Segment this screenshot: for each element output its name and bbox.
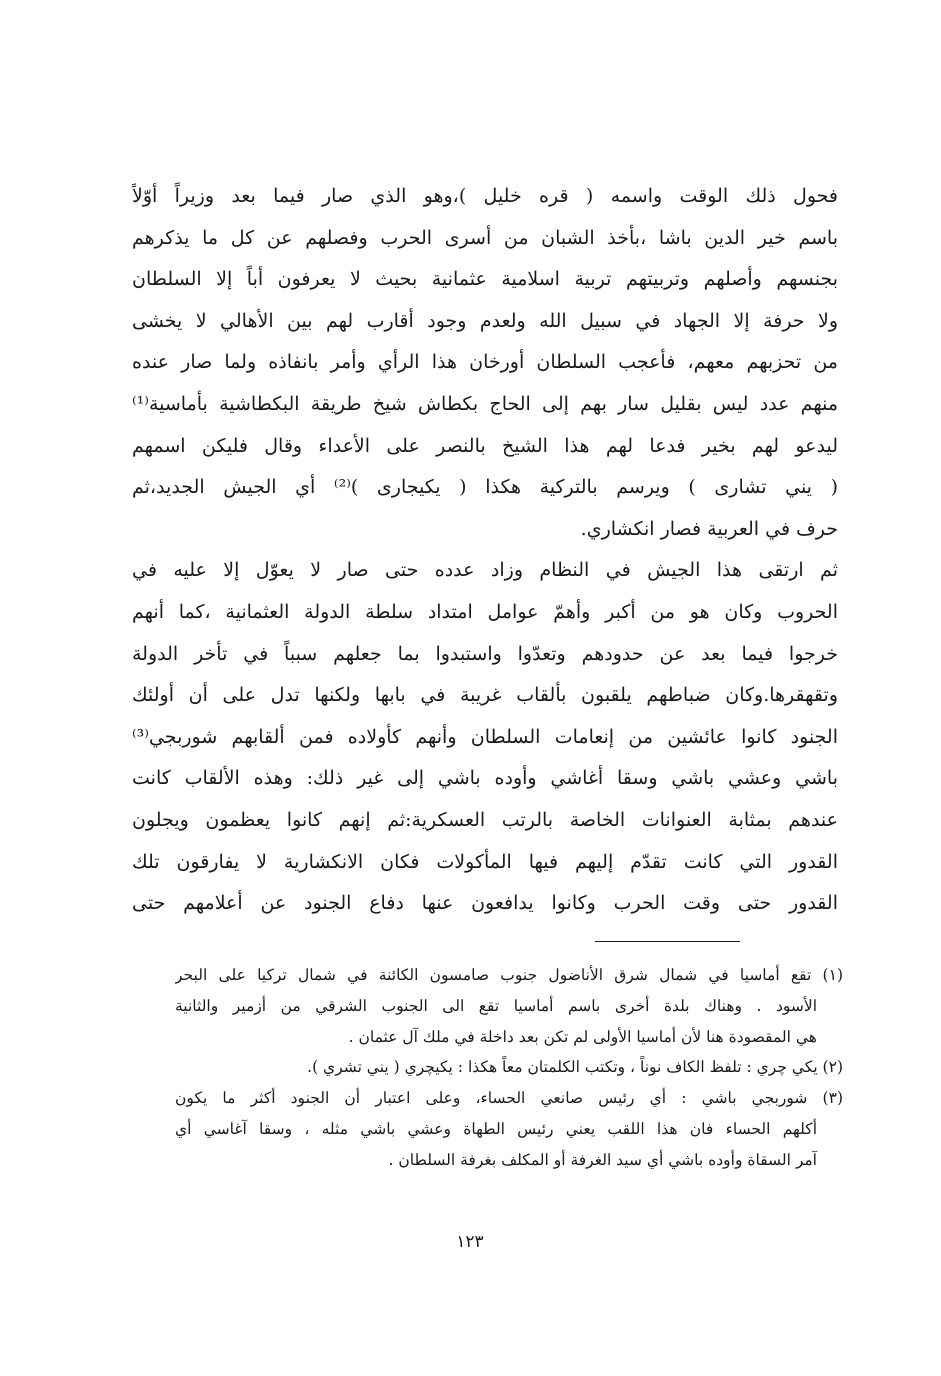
text-line: الحروب وكان هو من أكبر وأهمّ عوامل امتداد سلطة الدولة العثمانية ،كما أنهم: [132, 600, 838, 623]
footnote-line: أكلهم الحساء فان هذا اللقب يعني رئيس الطهاة وعشي باشي مثله ، وسقا آغاسي أي: [175, 1119, 817, 1138]
main-text: [132, 176, 838, 925]
text-line: من تحزبهم معهم، فأعجب السلطان أورخان هذا الرأي وأمر بانفاذه ولما صار عنده: [132, 351, 838, 374]
footnote-separator: [595, 941, 740, 942]
text-line: باسم خير الدين باشا ،بأخذ الشبان من أسرى الحرب وفصلهم عن كل ما يذكرهم: [132, 226, 838, 249]
text-line: حرف في العربية فصار انكشاري.: [580, 517, 838, 540]
footnote-line: (٣) شوربجي باشي : أي رئيس صانعي الحساء، وعلى اعتبار أن الجنود أكثر ما يكون: [175, 1089, 843, 1108]
text-line: فحول ذلك الوقت واسمه ( قره خليل )،وهو الذي صار فيما بعد وزيراً أوّلاً: [132, 185, 838, 207]
footnote-line: الأسود . وهناك بلدة أخرى باسم أماسيا تقع الى الجنوب الشرقي من أزمير والثانية: [175, 996, 817, 1015]
footnote-line: (٢) يكي چري : تلفظ الكاف نوناً ، وتكتب الكلمتان معاً هكذا : يكيچري ( يني تشري ).: [307, 1058, 843, 1077]
page-number: ١٢٣: [456, 1232, 484, 1252]
footnote-line: (١) تقع أماسيا في شمال شرق الأناضول جنوب صامسون الكائنة في شمال تركيا على البحر: [175, 966, 843, 984]
text-line: باشي وعشي باشي وسقا أغاشي وأوده باشي إلى غير ذلك: وهذه الألقاب كانت: [132, 767, 838, 790]
text-line: ( يني تشارى ) ويرسم بالتركية هكذا ( يكيجارى )⁽²⁾ أي الجيش الجديد،ثم: [132, 476, 838, 499]
text-line: عندهم بمثابة العنوانات الخاصة بالرتب العسكرية:ثم إنهم كانوا يعظمون ويجلون: [132, 808, 838, 831]
text-line: منهم عدد ليس بقليل سار بهم إلى الحاج بكطاش شيخ طريقة البكطاشية بأماسية⁽¹⁾: [132, 392, 838, 415]
footnote-line: هي المقصودة هنا لأن أماسيا الأولى لم تكن بعد داخلة في ملك آل عثمان .: [348, 1027, 817, 1046]
text-line: القدور حتى وقت الحرب وكانوا يدافعون عنها دفاع الجنود عن أعلامهم حتى: [132, 892, 838, 915]
text-line: خرجوا فيما بعد عن حدودهم وتعدّوا واستبدوا بما جعلهم سبباً في تأخر الدولة: [132, 642, 838, 665]
text-line: ولا حرفة إلا الجهاد في سبيل الله ولعدم وجود أقارب لهم بين الأهالي لا يخشى: [132, 309, 838, 332]
text-line: الجنود كانوا عائشين من إنعامات السلطان وأنهم كأولاده فمن ألقابهم شوربجي⁽³⁾: [132, 725, 838, 748]
text-line: وتقهقرها.وكان ضباطهم يلقبون بألقاب غريبة في بابها ولكنها تدل على أن أولئك: [132, 684, 838, 707]
text-line: ليدعو لهم بخير فدعا لهم هذا الشيخ بالنصر على الأعداء وقال فليكن اسمهم: [132, 434, 838, 457]
footnotes: [175, 960, 843, 1176]
footnote-line: آمر السقاة وأوده باشي أي سيد الغرفة أو المكلف بغرفة السلطان .: [388, 1150, 817, 1169]
text-line: بجنسهم وأصلهم وتربيتهم تربية اسلامية عثمانية بحيث لا يعرفون أباً إلا السلطان: [132, 268, 838, 291]
text-line: ثم ارتقى هذا الجيش في النظام وزاد عدده حتى صار لا يعوّل إلا عليه في: [132, 559, 838, 582]
text-line: القدور التي كانت تقدّم إليهم فيها المأكولات فكان الانكشارية لا يفارقون تلك: [132, 850, 838, 873]
